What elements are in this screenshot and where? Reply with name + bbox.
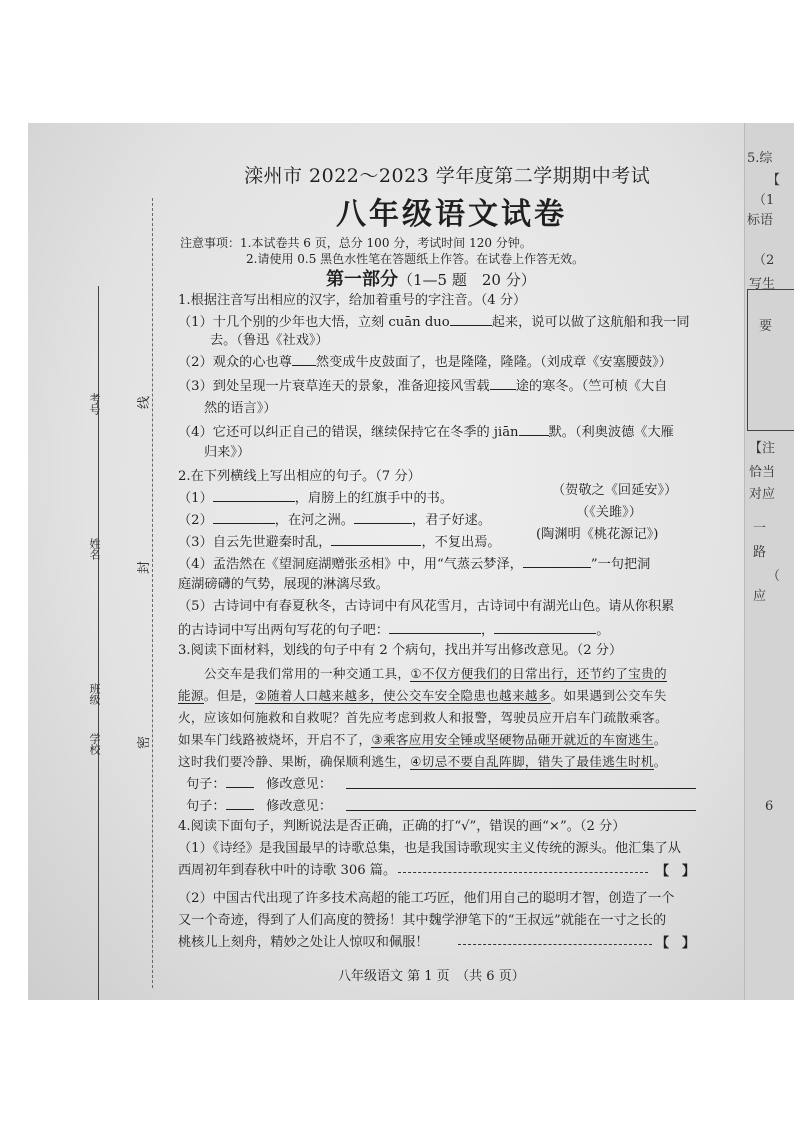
part-title: 第一部分 bbox=[326, 269, 398, 290]
q2-item5: （5）古诗词中有春夏秋冬，古诗词中有风花雪月，古诗词中有湖光山色。请从你积累 bbox=[178, 599, 675, 614]
seal-char-seal: 封 bbox=[137, 560, 153, 575]
q3-sentence-blank1[interactable] bbox=[226, 773, 254, 788]
q3-sentence-blank2[interactable] bbox=[226, 795, 254, 810]
seal-char-line: 线 bbox=[137, 395, 153, 410]
q1-blank4[interactable] bbox=[519, 421, 549, 436]
q3-para-line4: 如果车门线路被烧坏，开启不了，③乘客应用安全锤或坚硬物品砸开就近的车窗逃生。 bbox=[178, 732, 667, 747]
q3-para-line2: 能源。但是，②随着人口越来越多，使公交车安全隐患也越来越多。如果遇到公交车失 bbox=[178, 688, 667, 703]
q1-item1-cont: 去。（鲁迅《社戏》） bbox=[210, 333, 329, 348]
q1-item4-cont: 归来》） bbox=[204, 445, 251, 460]
q3-para-line5: 这时我们要冷静、果断，确保顺利逃生，④切忌不要自乱阵脚，错失了最佳逃生时机。 bbox=[178, 754, 667, 769]
q3-para-line1: 公交车是我们常用的一种交通工具，①不仅方便我们的日常出行，还节约了宝贵的 bbox=[204, 666, 667, 681]
label-school: 学校 bbox=[88, 733, 101, 755]
q2-item1: （1） ，肩膀上的红旗手中的书。 bbox=[178, 487, 453, 509]
part-heading bbox=[326, 265, 536, 291]
q1-blank3[interactable] bbox=[490, 375, 516, 390]
photo-background bbox=[28, 123, 794, 1000]
q3-answer-row2: 句子： 修改意见： bbox=[186, 795, 332, 817]
next-page-box bbox=[747, 289, 794, 431]
q2-stem: 2.在下列横线上写出相应的句子。（7 分） bbox=[178, 469, 421, 484]
notes-line1 bbox=[180, 234, 532, 251]
q1-blank2[interactable] bbox=[292, 351, 316, 366]
q4-answer-bracket2[interactable]: 【 】 bbox=[656, 936, 696, 951]
seal-char-close: 密 bbox=[137, 735, 153, 750]
q2-source3: (陶渊明《桃花源记》) bbox=[536, 527, 659, 542]
label-name: 姓名 bbox=[88, 538, 101, 560]
q2-item4: （4）孟浩然在《望洞庭湖赠张丞相》中，用“气蒸云梦泽， ”一句把洞 bbox=[178, 553, 650, 575]
q2-item2: （2） ，在河之洲。 ，君子好逑。 bbox=[178, 509, 491, 531]
q1-item3-cont: 然的语言》） bbox=[204, 401, 277, 416]
seal-dash-line bbox=[152, 198, 153, 988]
q2-blank4[interactable] bbox=[331, 531, 421, 546]
q1-item1: （1）十几个别的少年也大悟，立刻 cuān duo 起来，说可以做了这航船和我一同 bbox=[178, 311, 690, 333]
q4-item2: （2）中国古代出现了许多技术高超的能工巧匠，他们用自己的聪明才智，创造了一个 bbox=[178, 891, 675, 906]
q2-blank3[interactable] bbox=[354, 509, 412, 524]
q2-blank7[interactable] bbox=[494, 619, 596, 634]
note-1: 1.本试卷共 6 页，总分 100 分，考试时间 120 分钟。 bbox=[240, 236, 532, 250]
q2-blank5[interactable] bbox=[523, 553, 591, 568]
q2-blank1[interactable] bbox=[213, 487, 295, 502]
q3-para-line3: 火，应该如何施救和自救呢？首先应考虑到救人和报警，驾驶员应开启车门疏散乘客。 bbox=[178, 710, 668, 725]
q4-item2-cont2: 桃核儿上刻舟，精妙之处让人惊叹和佩服！ bbox=[178, 935, 429, 950]
q2-item3: （3）自云先世避秦时乱， ，不复出焉。 bbox=[178, 531, 501, 553]
q2-item5-cont: 的古诗词中写出两句写花的句子吧： ， 。 bbox=[178, 619, 609, 641]
exam-page bbox=[28, 123, 744, 1000]
q1-blank1[interactable] bbox=[450, 311, 492, 326]
q3-fix-line2[interactable] bbox=[346, 810, 696, 811]
notes-label: 注意事项： bbox=[180, 236, 241, 250]
q1-stem: 1.根据注音写出相应的汉字，给加着重号的字注音。（4 分） bbox=[178, 293, 527, 308]
label-class: 班级 bbox=[88, 683, 101, 705]
next-page-strip: 5.综 【 （1 标语 （2 写生 要 【注 恰当 对应 一 路 （ 应 6 bbox=[744, 123, 794, 1000]
part-range: （1—5 题 20 分） bbox=[398, 271, 536, 289]
exam-title-line1: 滦州市 2022～2023 学年度第二学期期中考试 bbox=[244, 165, 651, 187]
q4-item1: （1）《诗经》是我国最早的诗歌总集，也是我国诗歌现实主义传统的源头。他汇集了从 bbox=[178, 841, 681, 856]
q1-item4: （4）它还可以纠正自己的错误，继续保持它在冬季的 jiān 默。（利奥波德《大雁 bbox=[178, 421, 674, 443]
page-footer: 八年级语文 第 1 页 （共 6 页） bbox=[338, 969, 525, 984]
q2-source2: （《关雎》） bbox=[576, 505, 642, 520]
q3-fix-line1[interactable] bbox=[346, 788, 696, 789]
q1-item3: （3）到处呈现一片衰草连天的景象，准备迎接风雪载 途的寒冬。（竺可桢《大自 bbox=[178, 375, 667, 397]
q1-item2: （2）观众的心也尊 然变成牛皮鼓面了，也是隆隆，隆隆。（刘成章《安塞腰鼓》） bbox=[178, 351, 672, 373]
q4-leader2 bbox=[458, 944, 652, 945]
q3-stem: 3.阅读下面材料，划线的句子中有 2 个病句，找出并写出修改意见。（2 分） bbox=[178, 643, 623, 658]
label-exam-number: 考号 bbox=[88, 393, 101, 415]
note-2: 2.请使用 0.5 黑色水性笔在答题纸上作答。在试卷上作答无效。 bbox=[246, 252, 585, 266]
q4-item1-cont: 西周初年到春秋中叶的诗歌 306 篇。 bbox=[178, 863, 397, 878]
q2-blank6[interactable] bbox=[389, 619, 481, 634]
q2-source1: （贺敬之《回延安》） bbox=[552, 483, 678, 498]
q2-item4-cont: 庭湖磅礴的气势，展现的淋漓尽致。 bbox=[178, 577, 389, 592]
q3-answer-row1: 句子： 修改意见： bbox=[186, 773, 332, 795]
q4-stem: 4.阅读下面句子，判断说法是否正确，正确的打“√”，错误的画“×”。（2 分） bbox=[178, 819, 626, 834]
q4-answer-bracket1[interactable]: 【 】 bbox=[656, 864, 696, 879]
q4-leader1 bbox=[398, 872, 648, 873]
exam-title-line2: 八年级语文试卷 bbox=[336, 197, 567, 232]
q4-item2-cont1: 又一个奇迹，得到了人们高度的赞扬！其中魏学洢笔下的“王叔远”就能在一寸之长的 bbox=[178, 913, 667, 928]
q2-blank2[interactable] bbox=[213, 509, 275, 524]
